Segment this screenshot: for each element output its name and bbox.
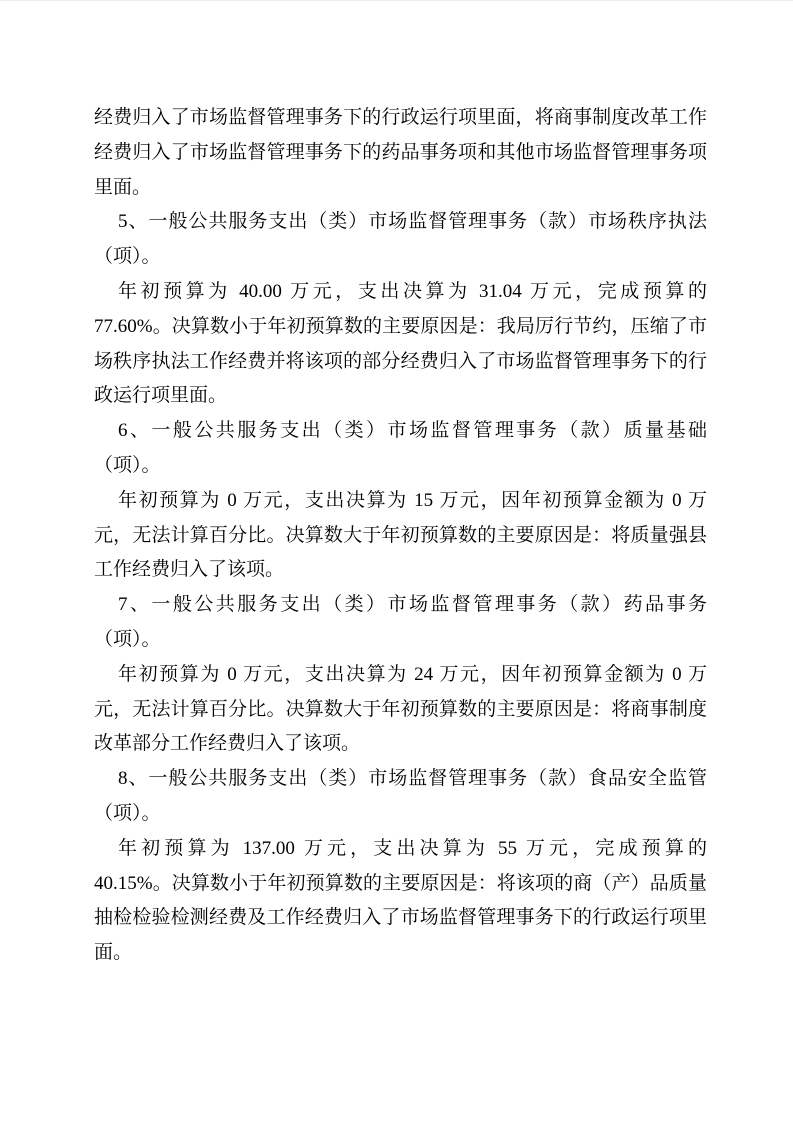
text-line: 5、一般公共服务支出（类）市场监督管理事务（款）市场秩序执法 xyxy=(118,211,707,233)
text-line: 年初预算为 0 万元，支出决算为 15 万元，因年初预算金额为 0 万 xyxy=(118,489,707,511)
text-line: 7、一般公共服务支出（类）市场监督管理事务（款）药品事务 xyxy=(118,594,707,616)
paragraph-item-7-detail xyxy=(94,658,707,762)
text-line: 8、一般公共服务支出（类）市场监督管理事务（款）食品安全监管 xyxy=(118,768,707,790)
paragraph-item-7-heading xyxy=(94,588,707,658)
text-line: 里面。 xyxy=(94,176,152,198)
text-line: 经费归入了市场监督管理事务下的行政运行项里面，将商事制度改革工作 xyxy=(94,107,707,128)
text-line: （项）。 xyxy=(94,802,161,824)
paragraph-item-5-detail xyxy=(94,275,707,414)
text-line: 元，无法计算百分比。决算数大于年初预算数的主要原因是：将质量强县 xyxy=(94,524,707,546)
text-line: （项）。 xyxy=(94,246,161,268)
text-line: 经费归入了市场监督管理事务下的药品事务项和其他市场监督管理事务项 xyxy=(94,141,707,163)
text-line: 年初预算为 40.00 万元，支出决算为 31.04 万元，完成预算的 xyxy=(118,280,707,302)
paragraph-item-8-heading xyxy=(94,762,707,832)
text-line: 改革部分工作经费归入了该项。 xyxy=(94,733,361,755)
text-line: 40.15%。决算数小于年初预算数的主要原因是：将该项的商（产）品质量 xyxy=(94,872,707,894)
text-line: 6、一般公共服务支出（类）市场监督管理事务（款）质量基础 xyxy=(118,420,707,442)
paragraph-item-5-heading xyxy=(94,205,707,275)
text-line: 抽检检验检测经费及工作经费归入了市场监督管理事务下的行政运行项里 xyxy=(94,907,707,929)
paragraph-item-6-detail xyxy=(94,484,707,588)
paragraph-continuation xyxy=(94,101,707,205)
text-line: 面。 xyxy=(94,942,133,964)
text-line: 年初预算为 137.00 万元，支出决算为 55 万元，完成预算的 xyxy=(118,837,707,859)
paragraph-item-8-detail xyxy=(94,832,707,971)
text-line: 年初预算为 0 万元，支出决算为 24 万元，因年初预算金额为 0 万 xyxy=(118,663,707,685)
paragraph-item-6-heading xyxy=(94,414,707,484)
text-line: 77.60%。决算数小于年初预算数的主要原因是：我局厉行节约，压缩了市 xyxy=(94,315,707,337)
text-line: 工作经费归入了该项。 xyxy=(94,559,285,581)
text-line: 元，无法计算百分比。决算数大于年初预算数的主要原因是：将商事制度 xyxy=(94,698,707,720)
text-line: 政运行项里面。 xyxy=(94,385,228,407)
text-line: （项）。 xyxy=(94,628,161,650)
text-line: 场秩序执法工作经费并将该项的部分经费归入了市场监督管理事务下的行 xyxy=(94,350,707,372)
text-line: （项）。 xyxy=(94,454,161,476)
